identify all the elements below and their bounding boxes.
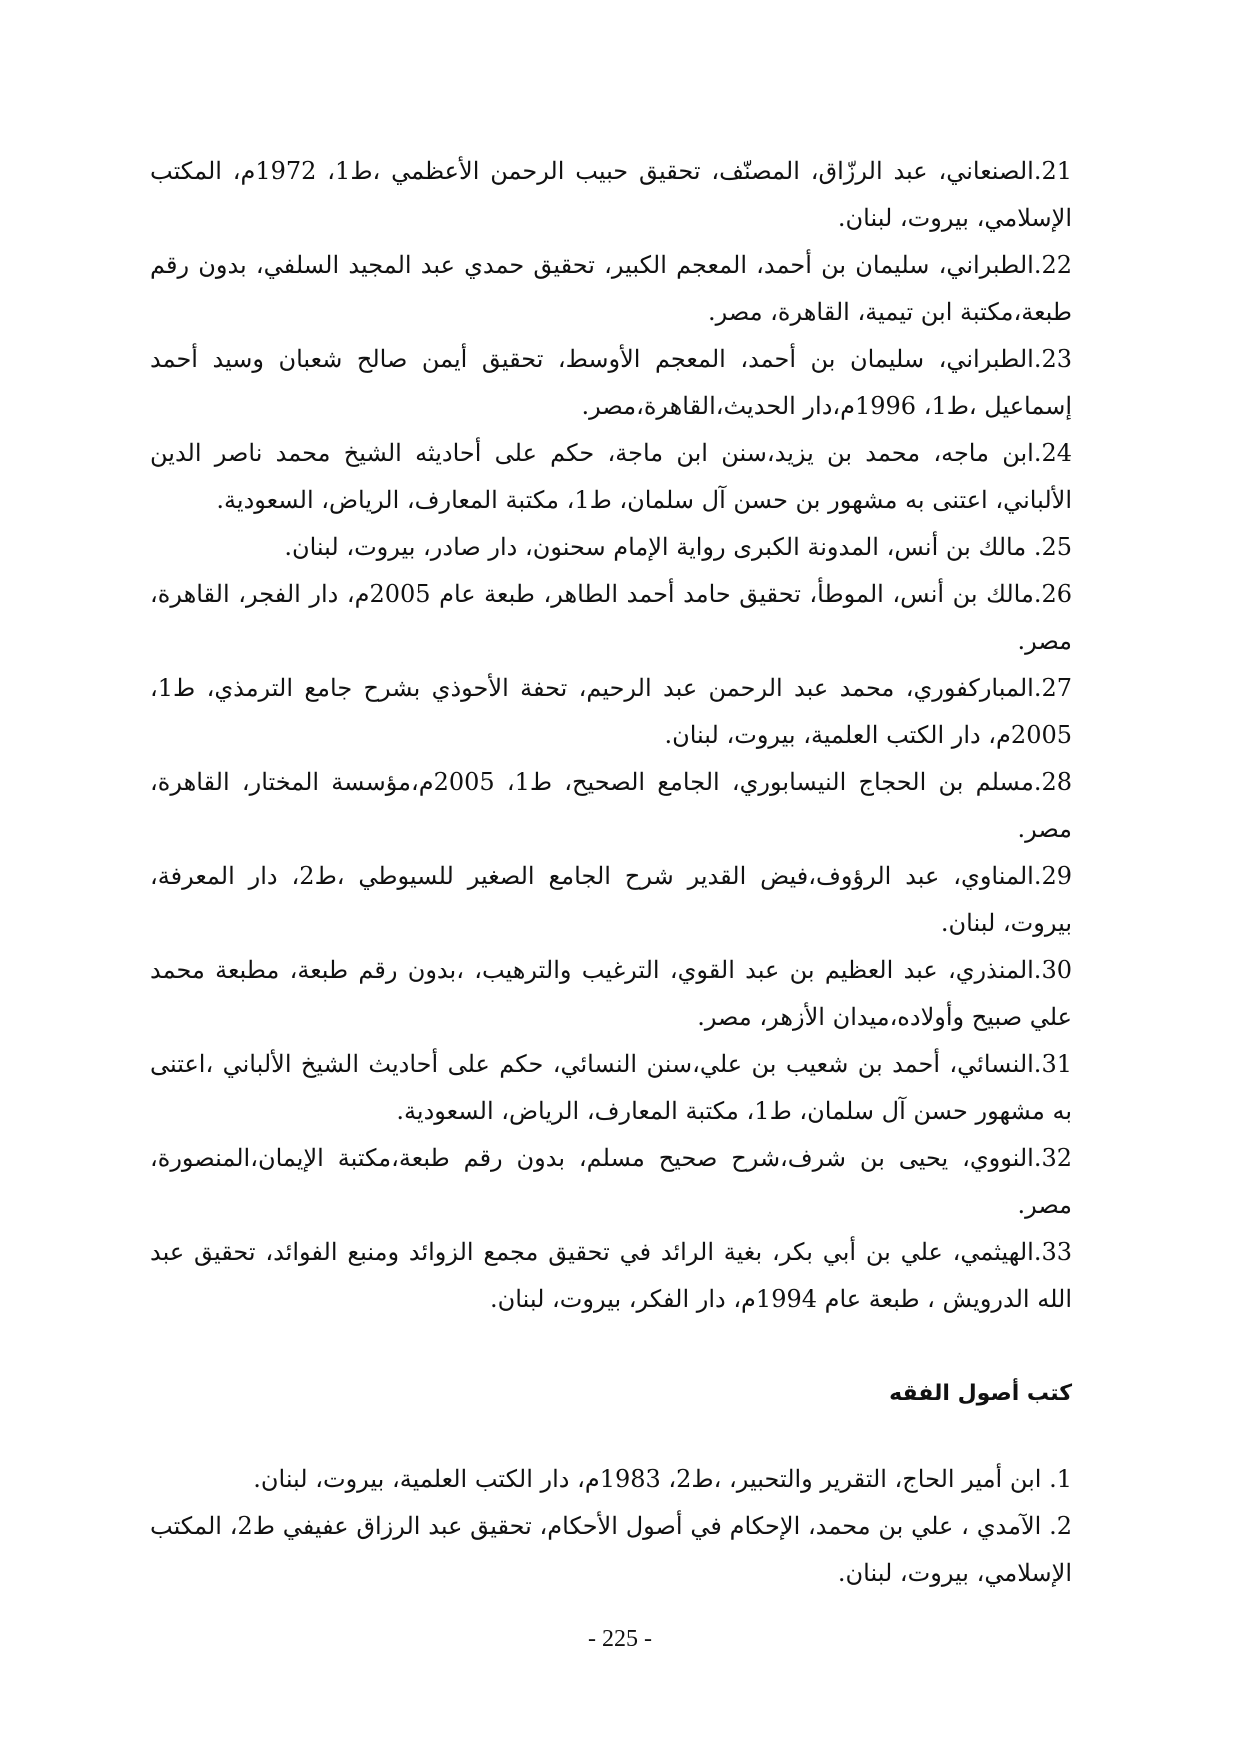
page-number: - 225 - <box>588 1626 652 1652</box>
reference-entry-usul-1: 1. ابن أمير الحاج، التقرير والتحبير، ،ط2، 1983م، دار الكتب العلمية، بيروت، لبنان. <box>253 1465 1072 1493</box>
reference-entry-25: 25. مالك بن أنس، المدونة الكبرى رواية الإمام سحنون، دار صادر، بيروت، لبنان. <box>284 533 1072 561</box>
section-title: كتب أصول الفقه <box>889 1381 1072 1406</box>
reference-entry-31: 31.النسائي، أحمد بن شعيب بن علي،سنن النسائي، حكم على أحاديث الشيخ الألباني ،اعتنى به مشهور حسن آل سلمان، ط1، مكتبة المعارف، الرياض، السعودية. <box>150 1050 1072 1125</box>
reference-entry-32: 32.النووي، يحيى بن شرف،شرح صحيح مسلم، بدون رقم طبعة،مكتبة الإيمان،المنصورة، مصر. <box>150 1144 1072 1219</box>
reference-entry-27: 27.المباركفوري، محمد عبد الرحمن عبد الرحيم، تحفة الأحوذي بشرح جامع الترمذي، ط1، 2005م، دار الكتب العلمية، بيروت، لبنان. <box>150 674 1072 749</box>
reference-entry-30: 30.المنذري، عبد العظيم بن عبد القوي، الترغيب والترهيب، ،بدون رقم طبعة، مطبعة محمد علي صبيح وأولاده،ميدان الأزهر، مصر. <box>150 956 1072 1031</box>
page-body <box>150 148 1072 1597</box>
reference-entry-22: 22.الطبراني، سليمان بن أحمد، المعجم الكبير، تحقيق حمدي عبد المجيد السلفي، بدون رقم طبعة،مكتبة ابن تيمية، القاهرة، مصر. <box>150 251 1072 326</box>
reference-entry-26: 26.مالك بن أنس، الموطأ، تحقيق حامد أحمد الطاهر، طبعة عام 2005م، دار الفجر، القاهرة، مصر. <box>150 580 1072 655</box>
reference-entry-33: 33.الهيثمي، علي بن أبي بكر، بغية الرائد في تحقيق مجمع الزوائد ومنبع الفوائد، تحقيق عبد الله الدرويش ، طبعة عام 1994م، دار الفكر، بيروت، لبنان. <box>150 1238 1072 1313</box>
reference-entry-usul-2: 2. الآمدي ، علي بن محمد، الإحكام في أصول الأحكام، تحقيق عبد الرزاق عفيفي ط2، المكتب الإسلامي، بيروت، لبنان. <box>150 1512 1072 1587</box>
reference-entry-28: 28.مسلم بن الحجاج النيسابوري، الجامع الصحيح، ط1، 2005م،مؤسسة المختار، القاهرة، مصر. <box>150 768 1072 843</box>
reference-entry-24: 24.ابن ماجه، محمد بن يزيد،سنن ابن ماجة، حكم على أحاديثه الشيخ محمد ناصر الدين الألباني، اعتنى به مشهور بن حسن آل سلمان، ط1، مكتبة المعارف، الرياض، السعودية. <box>150 439 1072 514</box>
reference-entry-29: 29.المناوي، عبد الرؤوف،فيض القدير شرح الجامع الصغير للسيوطي ،ط2، دار المعرفة، بيروت، لبنان. <box>150 862 1072 937</box>
references-list-usul <box>150 1456 1072 1597</box>
reference-entry-23: 23.الطبراني، سليمان بن أحمد، المعجم الأوسط، تحقيق أيمن صالح شعبان وسيد أحمد إسماعيل ،ط1، 1996م،دار الحديث،القاهرة،مصر. <box>150 345 1072 420</box>
references-list-hadith <box>150 148 1072 1323</box>
reference-entry-21: 21.الصنعاني، عبد الرزّاق، المصنّف، تحقيق حبيب الرحمن الأعظمي ،ط1، 1972م، المكتب الإسلامي، بيروت، لبنان. <box>150 157 1072 232</box>
